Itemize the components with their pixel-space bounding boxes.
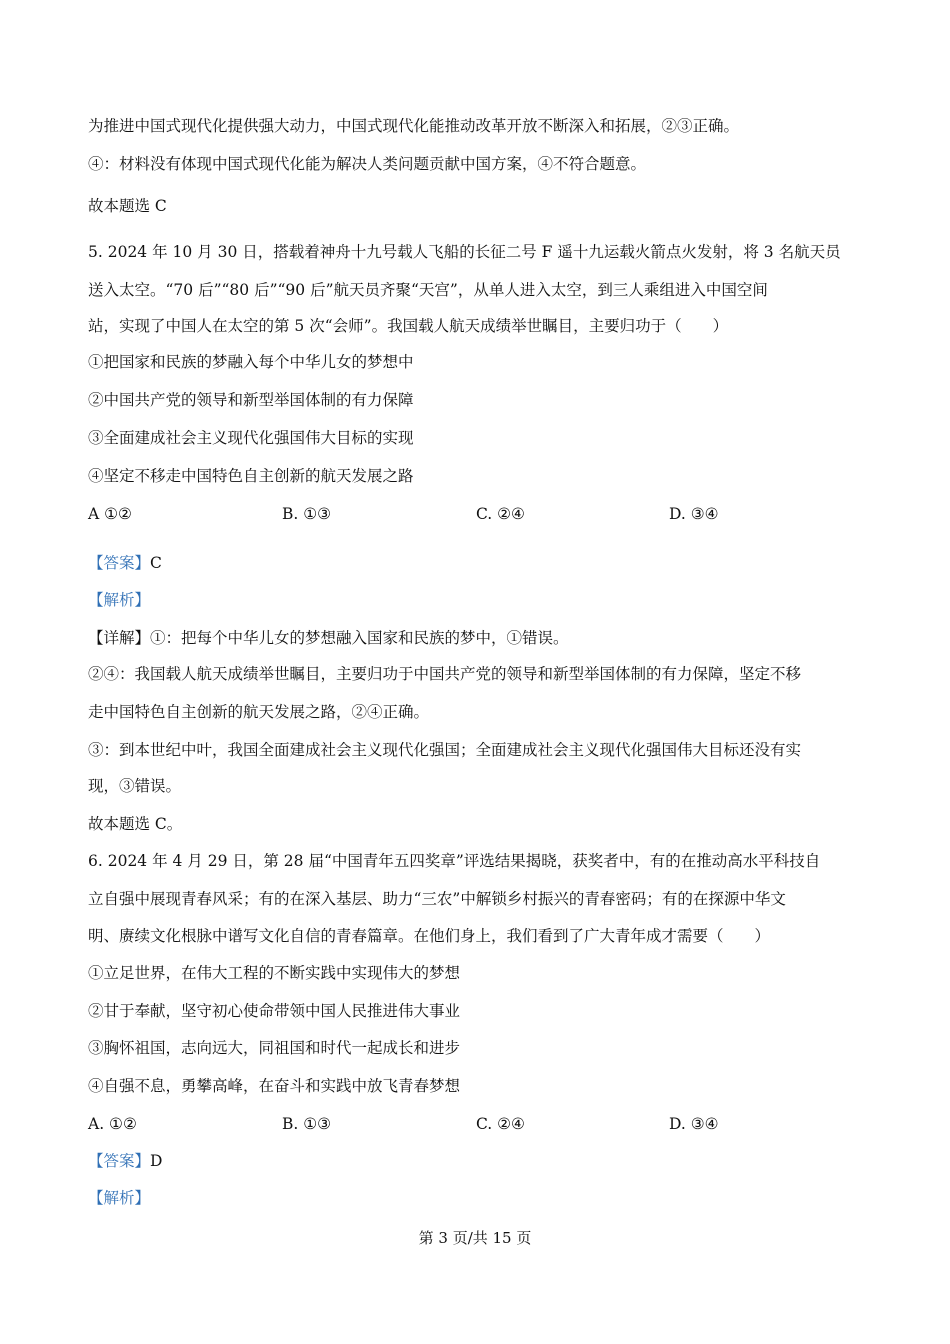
q5-item-2: ②中国共产党的领导和新型举国体制的有力保障 bbox=[88, 391, 414, 409]
q6-option-c: C. ②④ bbox=[476, 1115, 525, 1133]
q6-stem-line-2: 立自强中展现青春风采；有的在深入基层、助力“三农”中解锁乡村振兴的青春密码；有的在探源中华文 bbox=[88, 890, 786, 908]
q5-detail-text-1: ①：把每个中华儿女的梦想融入国家和民族的梦中，①错误。 bbox=[150, 629, 569, 647]
q5-analysis-label: 【解析】 bbox=[88, 591, 151, 609]
q6-item-2: ②甘于奉献，坚守初心使命带领中国人民推进伟大事业 bbox=[88, 1002, 461, 1020]
q6-answer-tag: 【答案】 bbox=[88, 1152, 151, 1170]
q5-stem-line-1: 5. 2024 年 10 月 30 日，搭载着神舟十九号载人飞船的长征二号 F 遥十九运载火箭点火发射，将 3 名航天员 bbox=[88, 243, 841, 261]
q6-stem-line-3: 明、赓续文化根脉中谱写文化自信的青春篇章。在他们身上，我们看到了广大青年成才需要（ ） bbox=[88, 927, 771, 945]
q5-stem-line-3: 站，实现了中国人在太空的第 5 次“会师”。我国载人航天成绩举世瞩目，主要归功于（ ） bbox=[88, 317, 729, 335]
q6-item-1: ①立足世界，在伟大工程的不断实践中实现伟大的梦想 bbox=[88, 964, 461, 982]
q5-answer-tag: 【答案】 bbox=[88, 554, 151, 572]
q5-detail-line-5: 现，③错误。 bbox=[88, 777, 182, 795]
page-footer: 第 3 页/共 15 页 bbox=[418, 1229, 532, 1247]
q6-option-b: B. ①③ bbox=[282, 1115, 332, 1133]
q5-option-a: A ①② bbox=[88, 505, 132, 523]
q6-item-3: ③胸怀祖国，志向远大，同祖国和时代一起成长和进步 bbox=[88, 1039, 461, 1057]
q5-item-1: ①把国家和民族的梦融入每个中华儿女的梦想中 bbox=[88, 353, 414, 371]
intro-conclusion: 故本题选 C bbox=[88, 197, 167, 215]
q5-conclusion: 故本题选 C。 bbox=[88, 815, 183, 833]
q5-detail-line-4: ③：到本世纪中叶，我国全面建成社会主义现代化强国；全面建成社会主义现代化强国伟大目标还没有实 bbox=[88, 741, 802, 759]
intro-line-2: ④：材料没有体现中国式现代化能为解决人类问题贡献中国方案，④不符合题意。 bbox=[88, 155, 647, 173]
intro-line-1: 为推进中国式现代化提供强大动力，中国式现代化能推动改革开放不断深入和拓展，②③正确。 bbox=[88, 117, 740, 135]
q5-detail-line-3: 走中国特色自主创新的航天发展之路，②④正确。 bbox=[88, 703, 430, 721]
q5-option-c: C. ②④ bbox=[476, 505, 525, 523]
q6-analysis-label: 【解析】 bbox=[88, 1189, 151, 1207]
q6-option-a: A. ①② bbox=[88, 1115, 137, 1133]
q5-detail-line-1 bbox=[88, 628, 569, 648]
q5-detail-tag: 【详解】 bbox=[88, 629, 151, 647]
q5-stem-line-2: 送入太空。“70 后”“80 后”“90 后”航天员齐聚“天宫”，从单人进入太空，到三人乘组进入中国空间 bbox=[88, 281, 768, 299]
q6-stem-line-1: 6. 2024 年 4 月 29 日，第 28 届“中国青年五四奖章”评选结果揭晓，获奖者中，有的在推动高水平科技自 bbox=[88, 852, 821, 870]
q6-item-4: ④自强不息，勇攀高峰，在奋斗和实践中放飞青春梦想 bbox=[88, 1077, 461, 1095]
q6-answer-value: D bbox=[150, 1152, 163, 1170]
q6-analysis-tag bbox=[88, 1188, 150, 1208]
q6-answer bbox=[88, 1151, 162, 1171]
q5-item-4: ④坚定不移走中国特色自主创新的航天发展之路 bbox=[88, 467, 414, 485]
q5-analysis-tag bbox=[88, 590, 150, 610]
q5-answer bbox=[88, 553, 162, 573]
q5-item-3: ③全面建成社会主义现代化强国伟大目标的实现 bbox=[88, 429, 414, 447]
q5-answer-value: C bbox=[150, 554, 162, 572]
q5-option-d: D. ③④ bbox=[669, 505, 719, 523]
q5-option-b: B. ①③ bbox=[282, 505, 332, 523]
q5-detail-line-2: ②④：我国载人航天成绩举世瞩目，主要归功于中国共产党的领导和新型举国体制的有力保障，坚定不移 bbox=[88, 665, 802, 683]
q6-option-d: D. ③④ bbox=[669, 1115, 719, 1133]
